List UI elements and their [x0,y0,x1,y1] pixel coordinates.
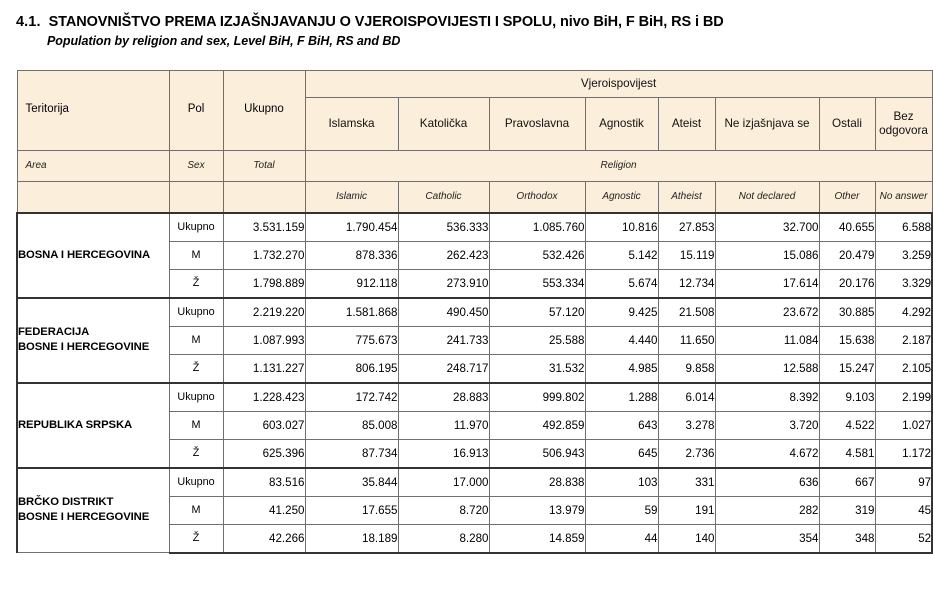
header-agnostic-bos: Agnostik [585,97,658,150]
row-sex-label: Ž [169,439,223,468]
cell-value: 999.802 [489,383,585,412]
row-sex-label: Ukupno [169,213,223,242]
header-religion-group-bos: Vjeroispovijest [305,70,932,97]
cell-value: 83.516 [223,468,305,497]
cell-value: 775.673 [305,326,398,354]
header-not-declared-bos: Ne izjašnjava se [715,97,819,150]
header-spacer-territory [17,181,169,213]
row-sex-label: M [169,411,223,439]
cell-value: 248.717 [398,354,489,383]
cell-value: 52 [875,524,932,553]
header-religion-group-eng: Religion [305,150,932,181]
cell-value: 4.672 [715,439,819,468]
cell-value: 490.450 [398,298,489,327]
cell-value: 8.720 [398,496,489,524]
header-orthodox-bos: Pravoslavna [489,97,585,150]
cell-value: 23.672 [715,298,819,327]
cell-value: 20.479 [819,241,875,269]
cell-value: 2.105 [875,354,932,383]
cell-value: 40.655 [819,213,875,242]
cell-value: 4.292 [875,298,932,327]
header-catholic-eng: Catholic [398,181,489,213]
cell-value: 17.655 [305,496,398,524]
cell-value: 10.816 [585,213,658,242]
header-islamic-bos: Islamska [305,97,398,150]
cell-value: 625.396 [223,439,305,468]
row-sex-label: M [169,496,223,524]
header-agnostic-eng: Agnostic [585,181,658,213]
cell-value: 506.943 [489,439,585,468]
row-area-label: FEDERACIJA BOSNE I HERCEGOVINE [17,298,169,383]
cell-value: 35.844 [305,468,398,497]
header-territory-bos: Teritorija [17,70,169,150]
cell-value: 11.970 [398,411,489,439]
cell-value: 1.027 [875,411,932,439]
table-header [17,70,932,213]
cell-value: 103 [585,468,658,497]
row-sex-label: M [169,326,223,354]
cell-value: 41.250 [223,496,305,524]
cell-value: 15.086 [715,241,819,269]
row-area-label: REPUBLIKA SRPSKA [17,383,169,468]
header-other-eng: Other [819,181,875,213]
cell-value: 667 [819,468,875,497]
table-title-bosnian: STANOVNIŠTVO PREMA IZJAŠNJAVANJU O VJEROISPOVIJESTI I SPOLU, nivo BiH, F BiH, RS i BD [48,14,724,30]
row-sex-label: Ž [169,354,223,383]
cell-value: 140 [658,524,715,553]
header-orthodox-eng: Orthodox [489,181,585,213]
cell-value: 878.336 [305,241,398,269]
cell-value: 6.014 [658,383,715,412]
header-no-answer-bos: Bez odgovora [875,97,932,150]
cell-value: 354 [715,524,819,553]
cell-value: 15.119 [658,241,715,269]
cell-value: 8.280 [398,524,489,553]
cell-value: 241.733 [398,326,489,354]
cell-value: 348 [819,524,875,553]
cell-value: 8.392 [715,383,819,412]
cell-value: 20.176 [819,269,875,298]
header-total-eng: Total [223,150,305,181]
header-not-declared-eng: Not declared [715,181,819,213]
header-atheist-eng: Atheist [658,181,715,213]
cell-value: 603.027 [223,411,305,439]
cell-value: 2.199 [875,383,932,412]
cell-value: 1.087.993 [223,326,305,354]
cell-value: 1.172 [875,439,932,468]
header-atheist-bos: Ateist [658,97,715,150]
cell-value: 3.720 [715,411,819,439]
header-territory-eng: Area [17,150,169,181]
header-islamic-eng: Islamic [305,181,398,213]
header-other-bos: Ostali [819,97,875,150]
table-row [17,298,932,327]
cell-value: 331 [658,468,715,497]
row-sex-label: Ukupno [169,468,223,497]
cell-value: 3.259 [875,241,932,269]
row-sex-label: Ukupno [169,298,223,327]
cell-value: 4.581 [819,439,875,468]
cell-value: 262.423 [398,241,489,269]
cell-value: 31.532 [489,354,585,383]
cell-value: 17.000 [398,468,489,497]
cell-value: 553.334 [489,269,585,298]
population-by-religion-table [16,70,933,554]
cell-value: 27.853 [658,213,715,242]
cell-value: 9.858 [658,354,715,383]
cell-value: 2.736 [658,439,715,468]
table-row [17,468,932,497]
cell-value: 1.732.270 [223,241,305,269]
table-title [16,14,919,31]
cell-value: 44 [585,524,658,553]
cell-value: 12.734 [658,269,715,298]
cell-value: 12.588 [715,354,819,383]
cell-value: 1.085.760 [489,213,585,242]
cell-value: 28.883 [398,383,489,412]
cell-value: 1.790.454 [305,213,398,242]
cell-value: 1.228.423 [223,383,305,412]
cell-value: 1.581.868 [305,298,398,327]
cell-value: 643 [585,411,658,439]
cell-value: 15.247 [819,354,875,383]
cell-value: 3.278 [658,411,715,439]
table-row [17,213,932,242]
cell-value: 14.859 [489,524,585,553]
cell-value: 30.885 [819,298,875,327]
header-no-answer-eng: No answer [875,181,932,213]
cell-value: 492.859 [489,411,585,439]
cell-value: 21.508 [658,298,715,327]
cell-value: 319 [819,496,875,524]
cell-value: 11.650 [658,326,715,354]
cell-value: 4.522 [819,411,875,439]
cell-value: 4.985 [585,354,658,383]
cell-value: 97 [875,468,932,497]
header-total-bos: Ukupno [223,70,305,150]
table-title-english: Population by religion and sex, Level BiH, F BiH, RS and BD [47,33,401,48]
cell-value: 191 [658,496,715,524]
cell-value: 42.266 [223,524,305,553]
cell-value: 1.798.889 [223,269,305,298]
cell-value: 32.700 [715,213,819,242]
cell-value: 172.742 [305,383,398,412]
cell-value: 3.329 [875,269,932,298]
cell-value: 6.588 [875,213,932,242]
cell-value: 536.333 [398,213,489,242]
header-catholic-bos: Katolička [398,97,489,150]
cell-value: 3.531.159 [223,213,305,242]
row-sex-label: M [169,241,223,269]
header-spacer-total [223,181,305,213]
cell-value: 645 [585,439,658,468]
row-sex-label: Ž [169,524,223,553]
cell-value: 1.131.227 [223,354,305,383]
row-sex-label: Ž [169,269,223,298]
table-number: 4.1. [16,14,41,30]
cell-value: 16.913 [398,439,489,468]
cell-value: 2.187 [875,326,932,354]
cell-value: 87.734 [305,439,398,468]
cell-value: 18.189 [305,524,398,553]
cell-value: 2.219.220 [223,298,305,327]
cell-value: 57.120 [489,298,585,327]
cell-value: 59 [585,496,658,524]
cell-value: 9.103 [819,383,875,412]
row-area-label: BOSNA I HERCEGOVINA [17,213,169,298]
header-sex-eng: Sex [169,150,223,181]
cell-value: 912.118 [305,269,398,298]
cell-value: 636 [715,468,819,497]
row-area-label: BRČKO DISTRIKT BOSNE I HERCEGOVINE [17,468,169,553]
cell-value: 13.979 [489,496,585,524]
table-row [17,383,932,412]
cell-value: 806.195 [305,354,398,383]
cell-value: 282 [715,496,819,524]
cell-value: 4.440 [585,326,658,354]
cell-value: 532.426 [489,241,585,269]
header-sex-bos: Pol [169,70,223,150]
cell-value: 85.008 [305,411,398,439]
header-spacer-sex [169,181,223,213]
table-body [17,213,932,553]
row-sex-label: Ukupno [169,383,223,412]
cell-value: 17.614 [715,269,819,298]
cell-value: 45 [875,496,932,524]
cell-value: 1.288 [585,383,658,412]
cell-value: 273.910 [398,269,489,298]
cell-value: 28.838 [489,468,585,497]
cell-value: 9.425 [585,298,658,327]
cell-value: 5.674 [585,269,658,298]
cell-value: 11.084 [715,326,819,354]
cell-value: 5.142 [585,241,658,269]
cell-value: 25.588 [489,326,585,354]
cell-value: 15.638 [819,326,875,354]
